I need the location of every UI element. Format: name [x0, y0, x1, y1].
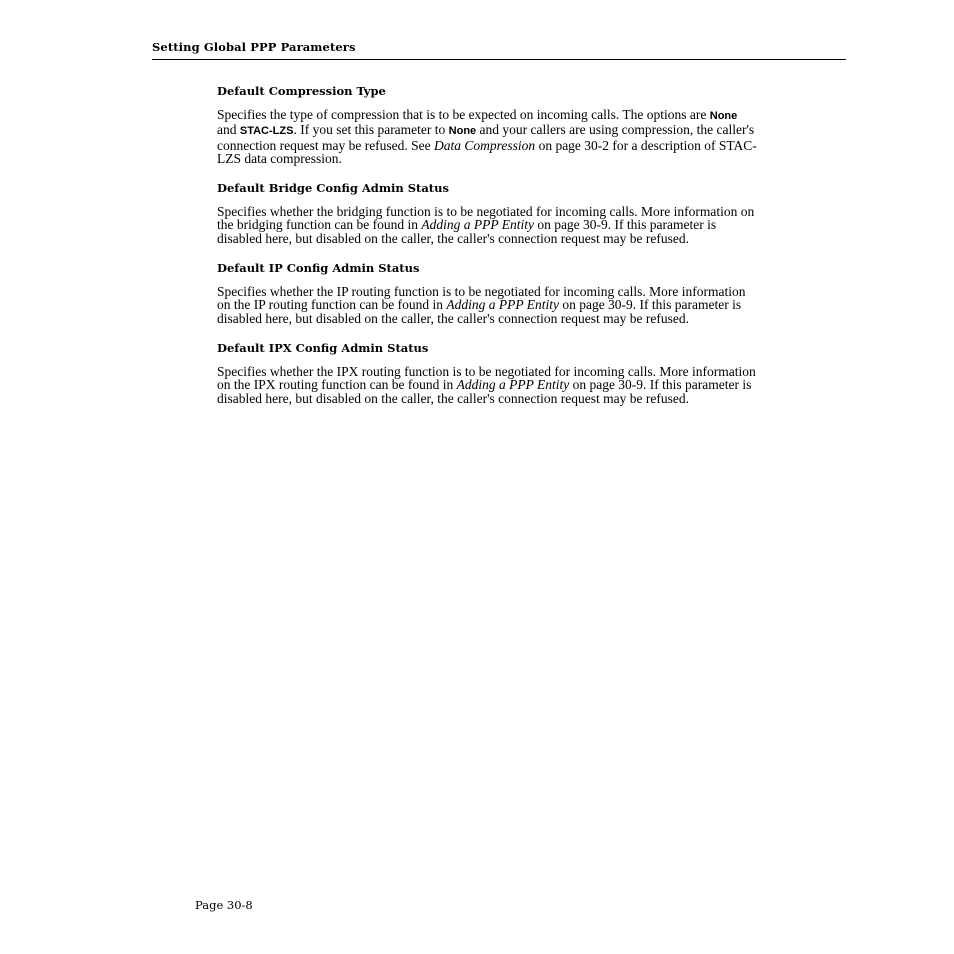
body-text: on page 30-9. If this parameter is disabled here, but disabled on the caller, the caller's connection request may be refused.: [217, 217, 717, 246]
section-heading: Default IP Config Admin Status: [217, 261, 420, 276]
section-heading: Default IPX Config Admin Status: [217, 340, 429, 355]
section-default-compression-type: [217, 84, 759, 165]
section-body: [217, 205, 759, 245]
body-text: on page 30-9. If this parameter is disabled here, but disabled on the caller, the caller's connection request may be refused.: [217, 377, 752, 406]
keyword-none: None: [709, 110, 738, 122]
cross-reference-link[interactable]: Data Compression: [434, 137, 536, 153]
body-text: and: [217, 122, 240, 138]
section-default-bridge-config-admin-status: [217, 181, 759, 245]
body-text: Specifies the type of compression that is to be expected on incoming calls. The options are: [217, 107, 710, 122]
keyword-stac-lzs: STAC-LZS: [239, 125, 294, 138]
body-text: . If you set this parameter to: [293, 122, 449, 138]
body-text: Specifies whether the IPX routing function is to be negotiated for incoming calls. More information on the IPX routing function can be found in: [217, 363, 756, 393]
body-text: on page 30-9. If this parameter is disabled here, but disabled on the caller, the caller's connection request may be refused.: [217, 297, 742, 326]
section-body: [217, 285, 759, 325]
section-heading: Default Compression Type: [217, 84, 386, 98]
body-text: Specifies whether the bridging function is to be negotiated for incoming calls. More information on the bridging function can be found in: [217, 204, 755, 233]
cross-reference-link[interactable]: Adding a PPP Entity: [446, 297, 559, 313]
section-heading: Default Bridge Config Admin Status: [217, 181, 449, 196]
body-text: Specifies whether the IP routing function is to be negotiated for incoming calls. More information on the IP routing function can be found in: [217, 284, 746, 313]
page-content: [217, 84, 759, 421]
page-number: Page 30-8: [195, 898, 253, 912]
keyword-none: None: [448, 125, 477, 138]
section-body: [217, 365, 759, 405]
section-body: [217, 108, 759, 165]
cross-reference-link[interactable]: Adding a PPP Entity: [421, 217, 534, 233]
cross-reference-link[interactable]: Adding a PPP Entity: [456, 377, 570, 393]
section-default-ip-config-admin-status: [217, 261, 759, 325]
body-text: and your callers are using compression, the caller's connection request may be refused. See: [217, 122, 755, 153]
section-default-ipx-config-admin-status: [217, 341, 759, 405]
header-rule: [152, 59, 846, 60]
body-text: on page 30-2 for a description of STAC-LZS data compression.: [217, 137, 757, 166]
running-header: Setting Global PPP Parameters: [152, 40, 356, 54]
